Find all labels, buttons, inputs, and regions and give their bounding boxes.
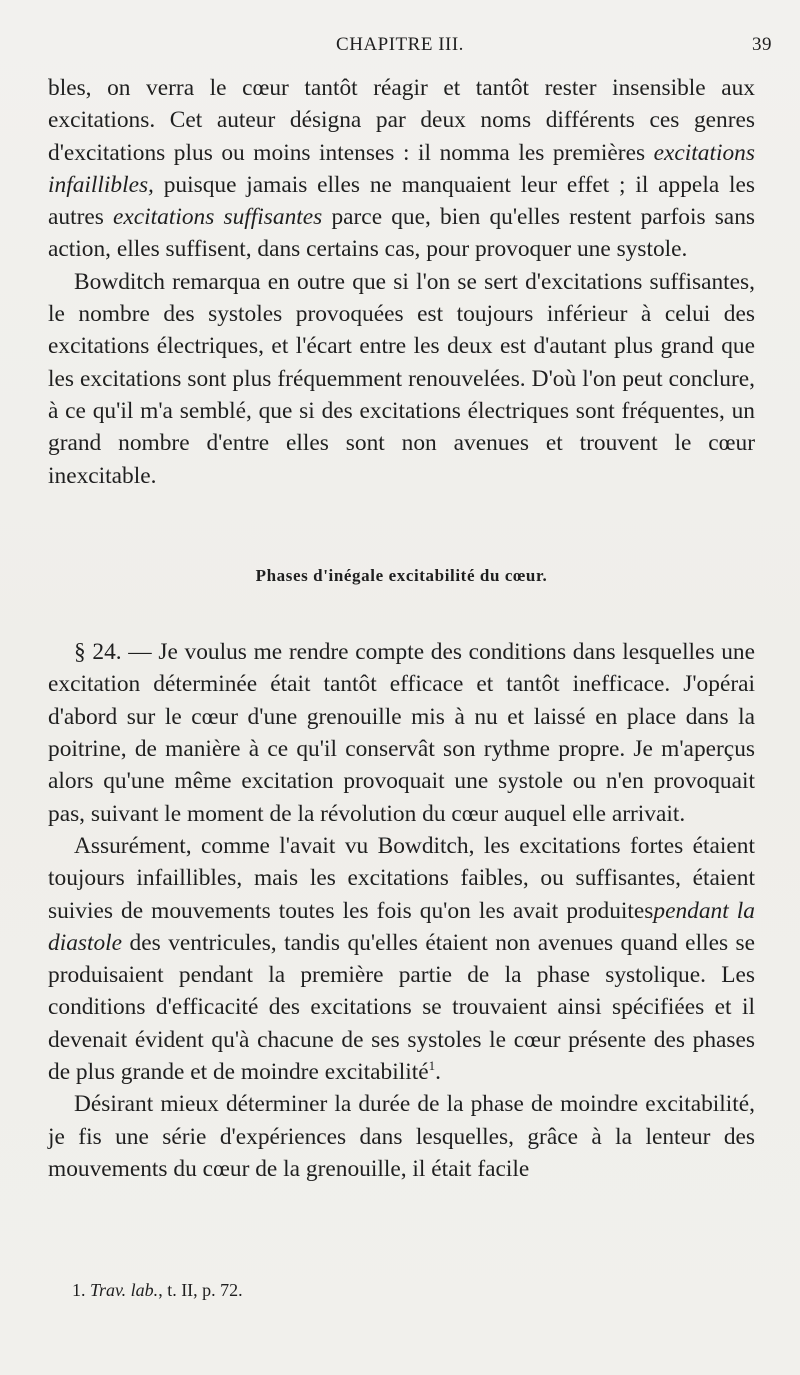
running-header [0, 34, 800, 60]
paragraph-3: § 24. — Je voulus me rendre compte des conditions dans lesquelles une excitation déterminée était tantôt efficace et tantôt inefficace. J'opérai d'abord sur le cœur d'une grenouille mis à nu et laissé en place dans la poitrine, de manière à ce qu'il conservât son rythme propre. Je m'aperçus alors qu'une même excitation provoquait une systole ou n'en provoquait pas, suivant le moment de la révolution du cœur auquel elle arrivait. [48, 639, 755, 827]
paragraph-4-period: . [435, 1059, 441, 1086]
chapter-title: CHAPITRE III. [336, 34, 464, 55]
paragraph-1-mid: puisque jamais elles ne manquaient leur effet ; il appela les autres [48, 171, 755, 231]
emphasis-suffisantes: excitations suffisantes [113, 204, 323, 231]
footnote-detail: , t. II, p. 72. [158, 1280, 243, 1300]
paragraph-1-end: parce que, bien qu'elles restent parfois sans action, elles suffisent, dans certains cas, pour provoquer une systole. [48, 204, 755, 263]
paragraph-4-end: des ventricules, tandis qu'elles étaient non avenues quand elles se produisaient pendant la première partie de la phase systolique. Les conditions d'efficacité des excitations se trouvaient ainsi spécifiées et il devenait évident qu'à chacune de ses systoles le cœur présente des phases de plus grande et de moindre excitabilité [48, 929, 755, 1086]
paragraph-5: Désirant mieux déterminer la durée de la phase de moindre excitabilité, je fis une série d'expériences dans lesquelles, grâce à la lenteur des mouvements du cœur de la grenouille, il était facile [48, 1091, 755, 1182]
footnote-reference: 1 [428, 1058, 436, 1074]
footnote-source: Trav. lab. [90, 1280, 159, 1300]
paragraph-1 [48, 72, 755, 266]
page-number: 39 [752, 34, 772, 55]
paragraph-1-text: bles, on verra le cœur tantôt réagir et tantôt rester insensible aux excitations. Cet auteur désigna par deux noms différents ces genres d'excitations plus ou moins intenses : il nomma les premières [48, 75, 755, 166]
footnote [72, 1280, 243, 1301]
page-body [48, 72, 755, 1185]
paragraph-4-start: Assurément, comme l'avait vu Bowditch, les excitations fortes étaient toujours infaillibles, mais les excitations faibles, ou suffisantes, étaient suivies de mouvements toutes les fois qu'on les avait produites [48, 832, 755, 924]
paragraph-4 [48, 830, 755, 1088]
emphasis-diastole: pendant la diastole [48, 897, 755, 956]
footnote-number: 1. [72, 1280, 86, 1300]
section-title: Phases d'inégale excitabilité du cœur. [255, 565, 548, 585]
paragraph-2: Bowditch remarqua en outre que si l'on se sert d'excitations suffisantes, le nombre des systoles provoquées est toujours inférieur à celui des excitations électriques, et l'écart entre les deux est d'autant plus grand que les excitations sont plus fréquemment renouvelées. D'où l'on peut conclure, à ce qu'il m'a semblé, que si des excitations électriques sont fréquentes, un grand nombre d'entre elles sont non avenues et trouvent le cœur inexcitable. [48, 268, 755, 489]
emphasis-infaillibles: excitations infaillibles, [48, 139, 755, 198]
